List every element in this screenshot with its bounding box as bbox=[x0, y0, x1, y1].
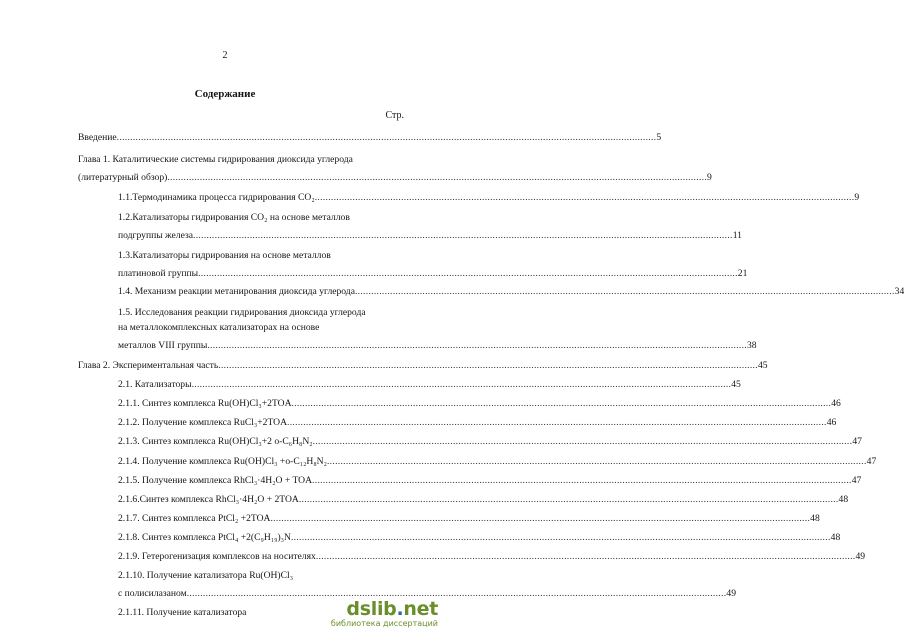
toc-entry-text: 2.1.2. Получение комплекса RuCl₃+2TOA bbox=[118, 417, 288, 428]
toc-entry-text: 2.1.3. Синтез комплекса Ru(OH)Cl₃+2 o-C₆H₈N₂ bbox=[118, 436, 313, 447]
toc-entry bbox=[118, 494, 849, 506]
toc-entry bbox=[118, 268, 748, 280]
toc-entry-text: подгруппы железа bbox=[118, 230, 194, 241]
toc-entry bbox=[118, 532, 841, 544]
toc-entry bbox=[118, 250, 331, 262]
toc-entry-text: Глава 2. Экспериментальная часть bbox=[78, 360, 219, 371]
toc-entry bbox=[118, 570, 293, 582]
toc-entry-text: 1.3.Катализаторы гидрирования на основе металлов bbox=[118, 250, 331, 261]
toc-entry-text: Глава 1. Каталитические системы гидрирования диоксида углерода bbox=[78, 154, 353, 165]
toc-entry-text: 2.1. Катализаторы bbox=[118, 379, 192, 390]
toc-leader-dots: ........................................................................................................................................................................................................ bbox=[191, 379, 732, 390]
toc-entry bbox=[118, 340, 757, 352]
toc-leader-dots: ........................................................................................................................................................................................................ bbox=[291, 398, 832, 409]
toc-entry bbox=[118, 436, 862, 448]
toc-entry-page: 11 bbox=[732, 230, 742, 241]
toc-entry-text: 2.1.4. Получение комплекса Ru(OH)Cl₃ +o-C₁₂H₈N₂ bbox=[118, 456, 327, 467]
toc-entry-page: 49 bbox=[855, 551, 866, 562]
toc-entry bbox=[118, 417, 837, 429]
toc-leader-dots: ........................................................................................................................................................................................................ bbox=[312, 436, 853, 447]
toc-leader-dots: ........................................................................................................................................................................................................ bbox=[167, 172, 708, 183]
toc-leader-dots: ........................................................................................................................................................................................................ bbox=[326, 456, 867, 467]
toc-entry-page: 48 bbox=[830, 532, 841, 543]
watermark-subtitle: библиотека диссертаций bbox=[330, 619, 438, 628]
watermark bbox=[313, 598, 438, 632]
toc-entry-page: 45 bbox=[731, 379, 741, 390]
toc-entry-text: 2.1.6.Синтез комплекса RhCl₃·4H₂O + 2TOA bbox=[118, 494, 299, 505]
toc-entry bbox=[118, 513, 820, 525]
toc-entry-page: 47 bbox=[866, 456, 877, 467]
toc-entry-text: с полисилазаном bbox=[118, 588, 187, 599]
toc-entry-text: 1.4. Механизм реакции метанирования диоксида углерода bbox=[118, 286, 355, 297]
toc-entry bbox=[118, 607, 246, 619]
toc-entry-page: 9 bbox=[854, 192, 860, 203]
toc-entry-text: на металлокомплексных катализаторах на основе bbox=[118, 322, 320, 333]
toc-entry bbox=[118, 212, 350, 224]
toc-leader-dots: ........................................................................................................................................................................................................ bbox=[290, 532, 831, 543]
toc-entry-text: 1.5. Исследования реакции гидрирования диоксида углерода bbox=[118, 307, 366, 318]
toc-entry bbox=[118, 307, 366, 319]
toc-entry-text: Введение bbox=[78, 132, 117, 143]
toc-entry-page: 48 bbox=[838, 494, 849, 505]
toc-leader-dots: ........................................................................................................................................................................................................ bbox=[186, 588, 727, 599]
toc-entry-text: металлов VIII группы bbox=[118, 340, 208, 351]
toc-leader-dots: ........................................................................................................................................................................................................ bbox=[354, 286, 895, 297]
page-title: Содержание bbox=[194, 88, 256, 100]
toc-leader-dots: ........................................................................................................................................................................................................ bbox=[116, 132, 657, 143]
toc-entry bbox=[118, 551, 866, 563]
toc-entry-text: 2.1.1. Синтез комплекса Ru(OH)Cl₃+2TOA bbox=[118, 398, 292, 409]
toc-entry-page: 49 bbox=[726, 588, 736, 599]
toc-entry-text: 2.1.7. Синтез комплекса PtCl₂ +2TOA bbox=[118, 513, 271, 524]
toc-entry-page: 5 bbox=[656, 132, 662, 143]
toc-entry bbox=[78, 360, 768, 372]
toc-entry bbox=[118, 322, 319, 334]
toc-leader-dots: ........................................................................................................................................................................................................ bbox=[287, 417, 827, 428]
toc-entry-text: 2.1.8. Синтез комплекса PtCl₄ +2(C₉H₁₉)₃N bbox=[118, 532, 291, 543]
toc-entry-text: 1.2.Катализаторы гидрирования CO₂ на основе металлов bbox=[118, 212, 350, 223]
page-column-label: Стр. bbox=[385, 110, 404, 121]
toc-leader-dots: ........................................................................................................................................................................................................ bbox=[298, 494, 839, 505]
toc-leader-dots: ........................................................................................................................................................................................................ bbox=[207, 340, 747, 351]
toc-leader-dots: ........................................................................................................................................................................................................ bbox=[193, 230, 733, 241]
toc-entry-text: 2.1.11. Получение катализатора bbox=[118, 607, 247, 618]
toc-entry bbox=[78, 132, 662, 144]
toc-entry-text: (литературный обзор) bbox=[78, 172, 168, 183]
toc-entry bbox=[118, 230, 742, 242]
toc-entry-page: 48 bbox=[810, 513, 820, 524]
toc-entry bbox=[118, 398, 841, 410]
toc-leader-dots: ........................................................................................................................................................................................................ bbox=[314, 192, 855, 203]
toc-entry-page: 9 bbox=[707, 172, 712, 183]
toc-entry bbox=[118, 475, 862, 487]
toc-entry-page: 21 bbox=[737, 268, 748, 279]
toc-entry-page: 38 bbox=[747, 340, 757, 351]
toc-entry-text: 2.1.10. Получение катализатора Ru(OH)Cl₃ bbox=[118, 570, 294, 581]
watermark-logo: dslib.net bbox=[346, 598, 438, 620]
toc-leader-dots: ........................................................................................................................................................................................................ bbox=[198, 268, 738, 279]
toc-entry-page: 46 bbox=[826, 417, 837, 428]
toc-entry bbox=[118, 286, 904, 298]
toc-leader-dots: ........................................................................................................................................................................................................ bbox=[312, 475, 852, 486]
toc-entry-text: платиновой группы bbox=[118, 268, 199, 279]
toc-entry bbox=[118, 456, 877, 468]
toc-leader-dots: ........................................................................................................................................................................................................ bbox=[315, 551, 856, 562]
toc-entry-page: 46 bbox=[831, 398, 841, 409]
toc-leader-dots: ........................................................................................................................................................................................................ bbox=[218, 360, 758, 371]
toc-entry-page: 45 bbox=[757, 360, 768, 371]
toc-entry bbox=[118, 192, 860, 204]
toc-entry-text: 2.1.9. Гетерогенизация комплексов на носителях bbox=[118, 551, 316, 562]
toc-entry bbox=[118, 379, 741, 391]
toc-entry-text: 1.1.Термодинамика процесса гидрирования CO₂ bbox=[118, 192, 315, 203]
toc-entry-text: 2.1.5. Получение комплекса RhCl₃·4H₂O + TOA bbox=[118, 475, 313, 486]
toc-entry bbox=[78, 154, 353, 166]
toc-entry-page: 34 bbox=[894, 286, 904, 297]
toc-entry-page: 47 bbox=[851, 475, 862, 486]
toc-leader-dots: ........................................................................................................................................................................................................ bbox=[270, 513, 811, 524]
page-number: 2 bbox=[222, 50, 228, 61]
toc-entry bbox=[78, 172, 712, 184]
toc-entry-page: 47 bbox=[852, 436, 862, 447]
